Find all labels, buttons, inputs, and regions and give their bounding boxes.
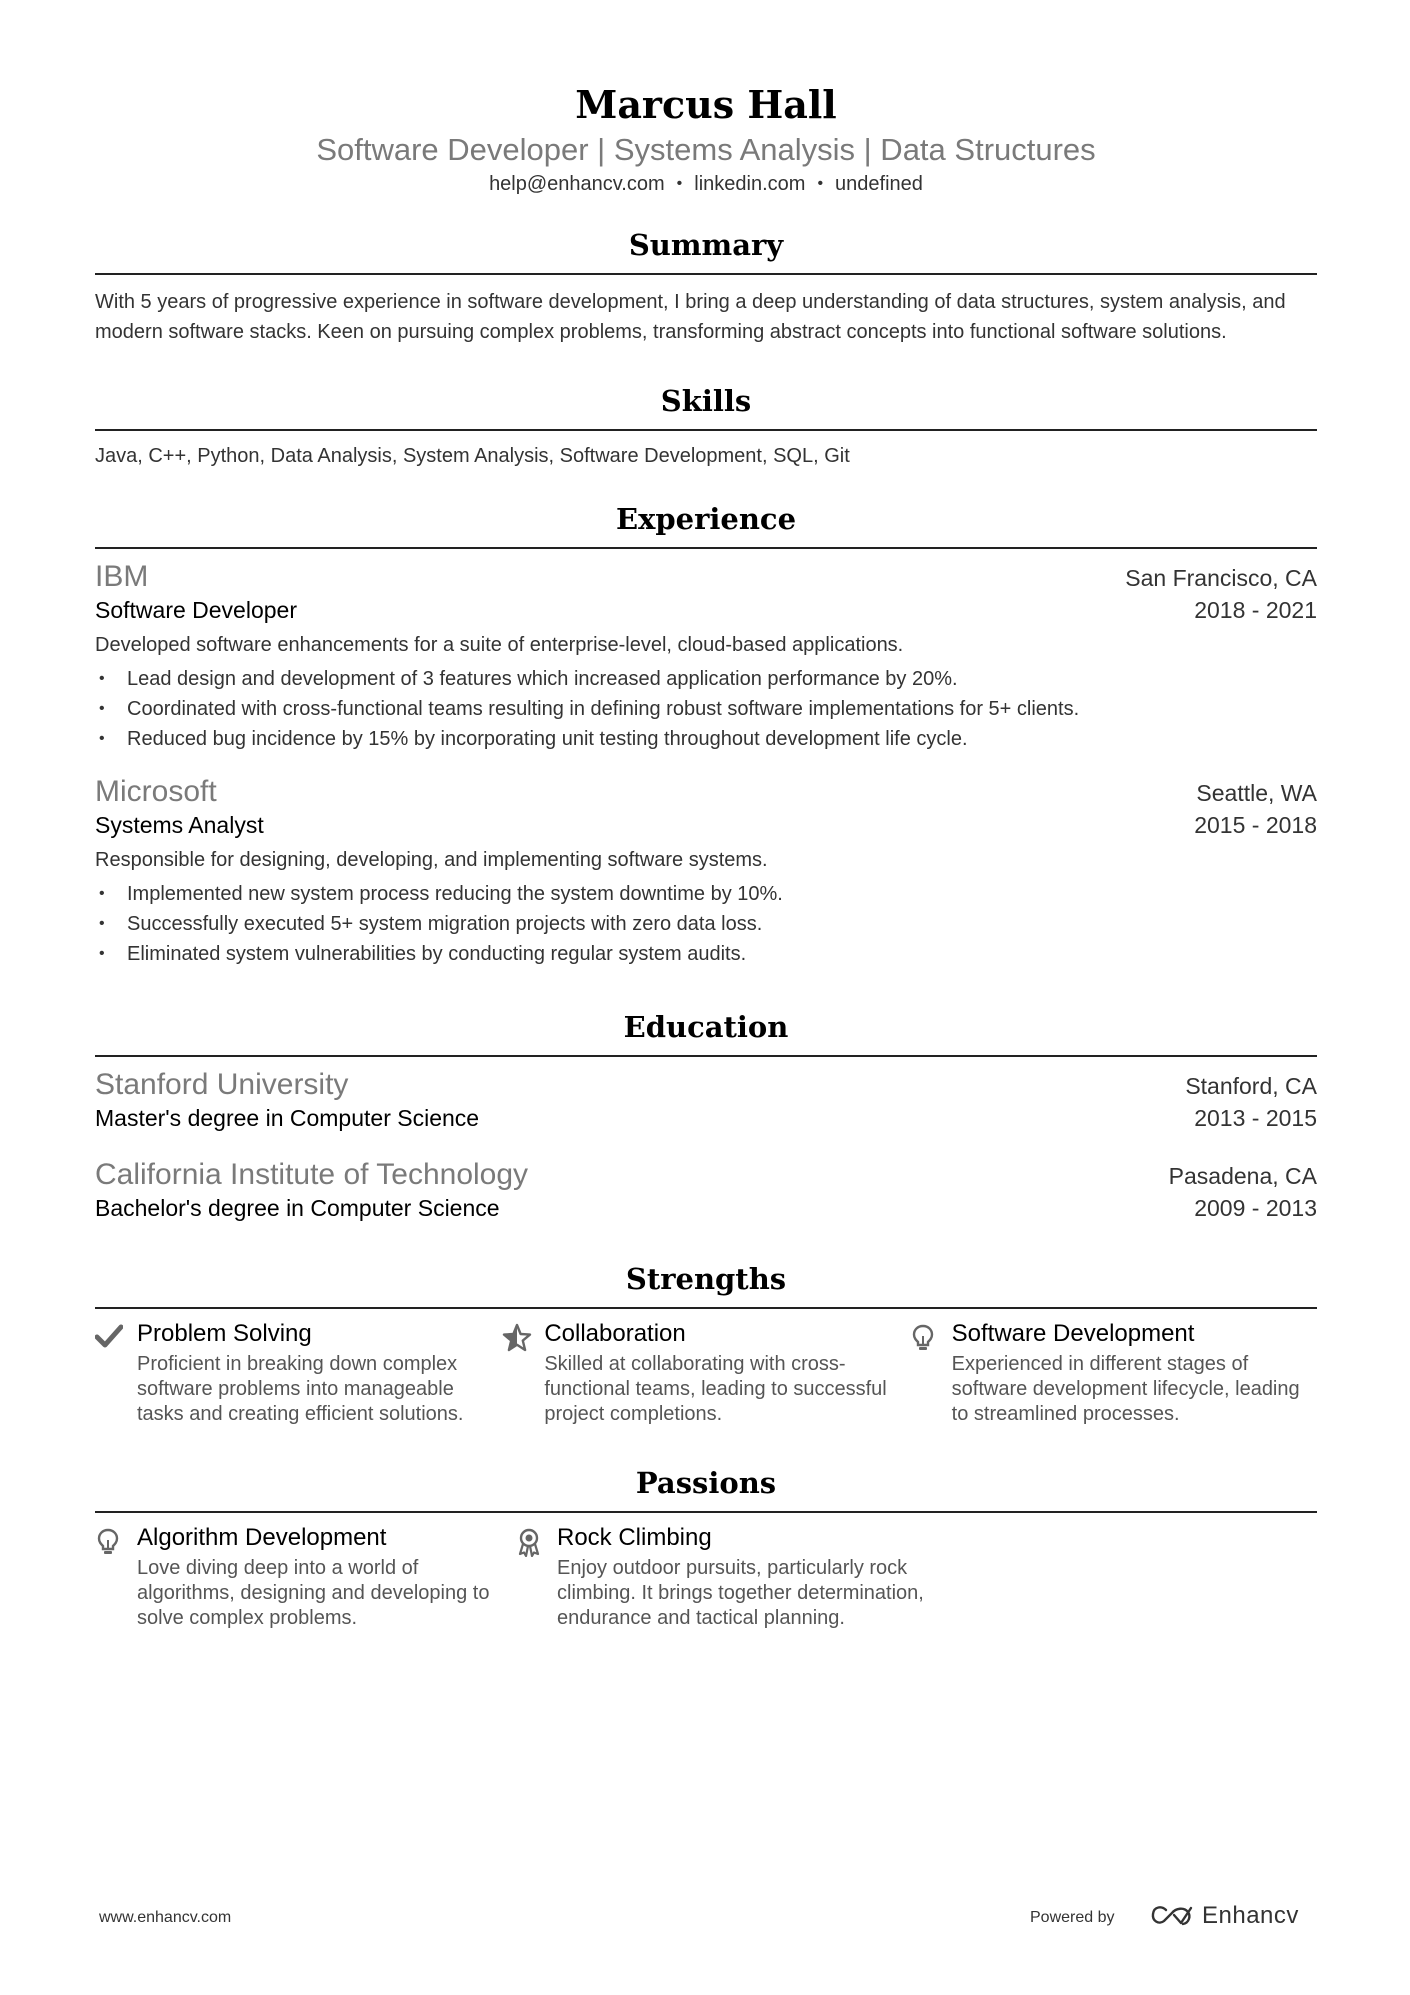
section-title-education: Education: [623, 1010, 789, 1044]
passion-title: Algorithm Development: [137, 1524, 387, 1551]
experience-bullet: • Implemented new system process reducing the system downtime by 10%.: [95, 879, 1317, 909]
experience-location: San Francisco, CA: [1125, 565, 1317, 591]
section-divider: [95, 1511, 1317, 1513]
summary-section: [95, 227, 1317, 347]
education-location: Stanford, CA: [1185, 1073, 1317, 1099]
education-entry: [95, 1067, 1317, 1133]
section-divider: [95, 1055, 1317, 1057]
strength-title: Collaboration: [544, 1320, 686, 1347]
footer-brand-name: Enhancv: [1202, 1902, 1299, 1929]
star-icon: [502, 1319, 544, 1427]
separator-dot: •: [676, 175, 683, 192]
section-divider: [95, 273, 1317, 275]
strength-item: [910, 1319, 1317, 1427]
passion-item: [515, 1523, 935, 1631]
enhancv-logo-icon: [1150, 1904, 1194, 1928]
section-title-passions: Passions: [635, 1466, 777, 1500]
education-dates: 2013 - 2015: [1194, 1105, 1317, 1131]
experience-entry: [95, 559, 1317, 754]
enhancv-logo[interactable]: [1150, 1902, 1299, 1930]
experience-bullet: • Eliminated system vulnerabilities by conducting regular system audits.: [95, 939, 1317, 969]
education-location: Pasadena, CA: [1168, 1163, 1317, 1189]
page-footer: [0, 1902, 1410, 1936]
section-title-skills: Skills: [660, 384, 752, 418]
education-degree: Master's degree in Computer Science: [95, 1105, 480, 1131]
strength-description: Experienced in different stages of software development lifecycle, leading to streamlined processes.: [951, 1353, 1300, 1425]
contact-line: [95, 171, 1317, 197]
resume-header: [95, 0, 1317, 197]
strengths-section: [95, 1261, 1317, 1427]
experience-bullet: • Coordinated with cross-functional teams resulting in defining robust software implementations for 5+ clients.: [95, 694, 1317, 724]
education-school: Stanford University: [95, 1068, 349, 1101]
checkmark-icon: [95, 1319, 137, 1427]
experience-bullets: [95, 879, 1317, 969]
medal-icon: [515, 1523, 557, 1631]
education-school: California Institute of Technology: [95, 1158, 529, 1191]
experience-dates: 2018 - 2021: [1194, 597, 1317, 623]
candidate-name: Marcus Hall: [575, 82, 837, 127]
section-divider: [95, 1307, 1317, 1309]
experience-role: Systems Analyst: [95, 812, 264, 838]
lightbulb-icon: [910, 1319, 952, 1427]
experience-company: IBM: [95, 560, 149, 593]
passion-title: Rock Climbing: [557, 1524, 712, 1551]
passion-item: [95, 1523, 515, 1631]
candidate-headline: Software Developer | Systems Analysis | Data Structures: [316, 132, 1096, 167]
experience-bullet: • Successfully executed 5+ system migration projects with zero data loss.: [95, 909, 1317, 939]
strength-description: Proficient in breaking down complex software problems into manageable tasks and creating efficient solutions.: [137, 1353, 464, 1425]
passion-description: Love diving deep into a world of algorithms, designing and developing to solve complex problems.: [137, 1557, 490, 1629]
passions-section: [95, 1465, 1317, 1631]
strength-item: [95, 1319, 502, 1427]
experience-company: Microsoft: [95, 775, 217, 808]
lightbulb-icon: [95, 1523, 137, 1631]
experience-location: Seattle, WA: [1196, 780, 1317, 806]
skills-text: Java, C++, Python, Data Analysis, System Analysis, Software Development, SQL, Git: [95, 445, 850, 467]
section-title-strengths: Strengths: [625, 1262, 787, 1296]
contact-email[interactable]: help@enhancv.com: [489, 173, 665, 195]
experience-dates: 2015 - 2018: [1194, 812, 1317, 838]
education-entry: [95, 1157, 1317, 1223]
experience-role: Software Developer: [95, 597, 297, 623]
passion-description: Enjoy outdoor pursuits, particularly rock climbing. It brings together determination, endurance and tactical planning.: [557, 1557, 924, 1629]
contact-linkedin[interactable]: linkedin.com: [694, 173, 806, 195]
summary-text: With 5 years of progressive experience in software development, I bring a deep understanding of data structures, system analysis, and modern software stacks. Keen on pursuing complex problems, transforming abstract concepts into functional software solutions.: [95, 291, 1286, 343]
section-title-summary: Summary: [628, 228, 784, 262]
education-section: [95, 1009, 1317, 1223]
strength-title: Problem Solving: [137, 1320, 312, 1347]
footer-powered-by: Powered by: [1030, 1909, 1115, 1926]
strength-description: Skilled at collaborating with cross-functional teams, leading to successful project completions.: [544, 1353, 887, 1425]
education-dates: 2009 - 2013: [1194, 1195, 1317, 1221]
section-divider: [95, 547, 1317, 549]
strength-title: Software Development: [951, 1320, 1195, 1347]
skills-section: [95, 383, 1317, 471]
strength-item: [502, 1319, 909, 1427]
experience-bullets: [95, 664, 1317, 754]
contact-extra: undefined: [835, 173, 923, 195]
experience-bullet: • Lead design and development of 3 features which increased application performance by 20%.: [95, 664, 1317, 694]
footer-site-link[interactable]: www.enhancv.com: [99, 1909, 232, 1926]
separator-dot: •: [817, 175, 824, 192]
resume-page: [95, 0, 1317, 1631]
section-title-experience: Experience: [615, 502, 797, 536]
experience-section: [95, 501, 1317, 969]
experience-bullet: • Reduced bug incidence by 15% by incorporating unit testing throughout development life cycle.: [95, 724, 1317, 754]
education-degree: Bachelor's degree in Computer Science: [95, 1195, 500, 1221]
section-divider: [95, 429, 1317, 431]
experience-description: Developed software enhancements for a suite of enterprise-level, cloud-based applications.: [95, 634, 904, 656]
experience-entry: [95, 774, 1317, 969]
experience-description: Responsible for designing, developing, and implementing software systems.: [95, 849, 768, 871]
